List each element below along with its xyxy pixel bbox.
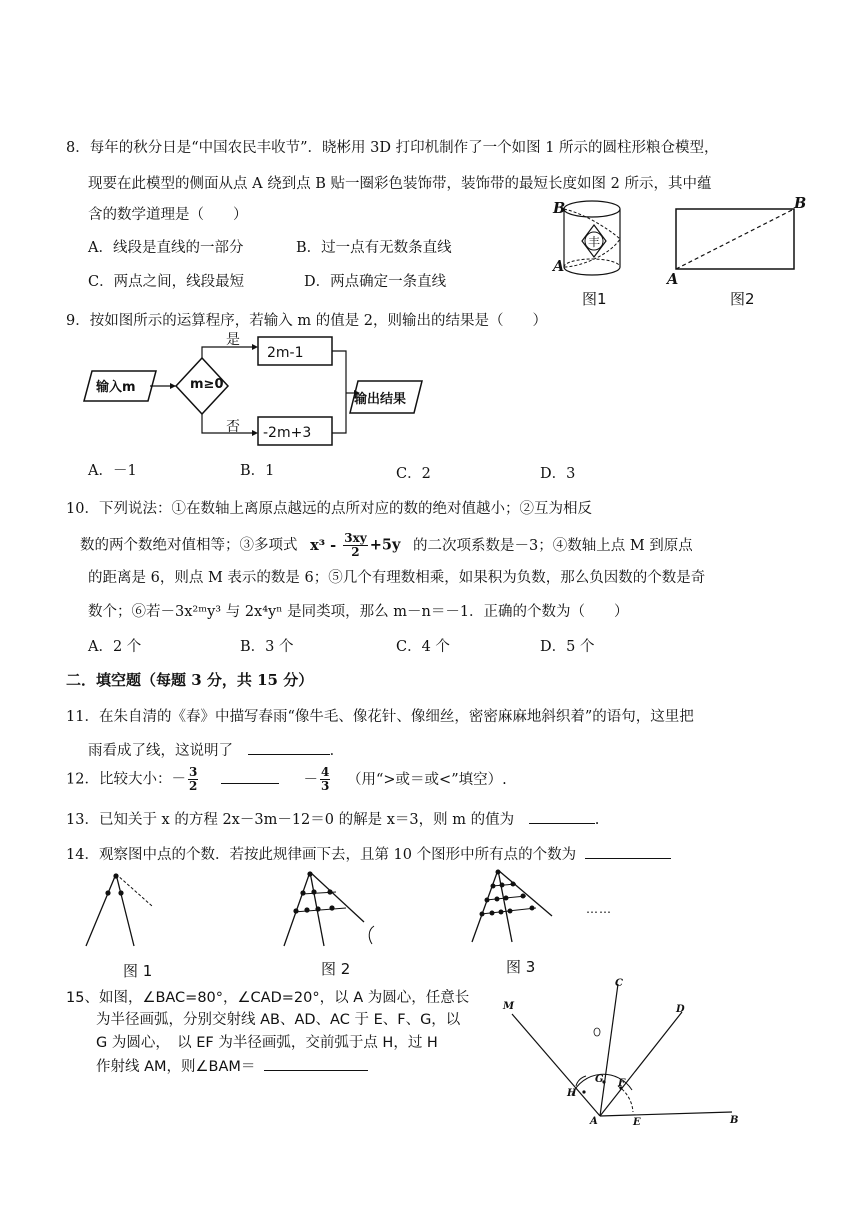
flow-no-label: 否 xyxy=(226,419,240,435)
q15-label-h: H xyxy=(567,1088,577,1099)
q14-answer-blank[interactable] xyxy=(585,857,671,859)
q15-answer-blank[interactable] xyxy=(264,1069,368,1071)
q15-label-f: F xyxy=(618,1078,626,1089)
q15-label-m: M xyxy=(503,1001,515,1012)
q10-line1: 10．下列说法：①在数轴上离原点越远的点所对应的数的绝对值越小；②互为相反 xyxy=(66,501,592,517)
q10-line2-post: 的二次项系数是－3；④数轴上点 M 到原点 xyxy=(413,537,693,554)
q15-label-b: B xyxy=(730,1115,739,1126)
q12-f2-num: 4 xyxy=(321,765,330,779)
q11-line1: 11．在朱自清的《春》中描写春雨“像牛毛、像花针、像细丝，密密麻麻地斜织着”的语句，这里把 xyxy=(66,709,694,725)
q10-poly-a: x³ - xyxy=(310,536,342,554)
q12-mid: － xyxy=(303,771,319,788)
q14-continuation-dots: …… xyxy=(586,902,612,916)
q9-option-c: C．2 xyxy=(396,466,431,482)
q15-label-g: G xyxy=(595,1074,604,1085)
fig1-label-b: B xyxy=(553,200,566,217)
q12-f2-den: 3 xyxy=(321,779,330,793)
q12-f1-num: 3 xyxy=(188,765,198,779)
q8-option-b: B．过一点有无数条直线 xyxy=(296,240,452,256)
q10-option-d: D．5 个 xyxy=(540,639,595,655)
q10-option-b: B．3 个 xyxy=(240,639,294,655)
q10-poly-frac-num: 3xy xyxy=(344,531,367,545)
q15-line4-text: 作射线 AM，则∠BAM＝ xyxy=(96,1059,256,1075)
flow-condition: m≥0 xyxy=(190,377,224,392)
q9-option-b: B．1 xyxy=(240,463,275,479)
q15-line1: 15、如图，∠BAC=80°，∠CAD=20°，以 A 为圆心，任意长 xyxy=(66,990,470,1006)
q12-post: （用“>或＝或<”填空）. xyxy=(347,771,507,788)
q8-option-c: C．两点之间，线段最短 xyxy=(88,274,245,290)
q11-line2 xyxy=(88,739,344,760)
q10-option-a: A．2 个 xyxy=(88,639,142,655)
q15-angle-figure xyxy=(500,980,750,1130)
q12-f1-den: 2 xyxy=(188,779,198,793)
q14-caption-1: 图 1 xyxy=(123,962,153,980)
q13-line xyxy=(66,808,599,829)
q14-caption-3: 图 3 xyxy=(506,958,536,976)
flow-output: 输出结果 xyxy=(354,392,407,407)
q13-answer-blank[interactable] xyxy=(529,822,595,824)
q10-poly-frac-den: 2 xyxy=(351,545,360,559)
q15-label-e: E xyxy=(633,1117,641,1128)
q10-poly-b: +5y xyxy=(369,536,401,554)
q8-line2: 现要在此模型的侧面从点 A 绕到点 B 贴一圈彩色装饰带，装饰带的最短长度如图 2 所示，其中蕴 xyxy=(88,176,712,192)
flow-expr-yes: 2m-1 xyxy=(267,345,304,361)
q10-poly-fraction xyxy=(343,532,367,559)
section-2-title: 二．填空题（每题 3 分，共 15 分） xyxy=(66,671,314,689)
q15-label-d: D xyxy=(676,1004,685,1015)
q11-end: ． xyxy=(329,743,345,759)
q10-option-c: C．4 个 xyxy=(396,639,450,655)
q12-answer-blank[interactable] xyxy=(221,782,279,784)
q8-line3: 含的数学道理是（ ） xyxy=(88,207,248,223)
q14-figure-2 xyxy=(280,866,390,952)
fig1-label-a: A xyxy=(553,258,565,275)
q8-option-d: D．两点确定一条直线 xyxy=(304,274,447,290)
q15-line4 xyxy=(96,1055,368,1076)
q10-line4: 数个；⑥若－3x²ᵐy³ 与 2x⁴yⁿ 是同类项，那么 m－n＝－1．正确的个数为（ ） xyxy=(88,604,629,620)
q15-label-c: C xyxy=(615,978,623,989)
q15-line3: G 为圆心， 以 EF 为半径画弧，交前弧于点 H，过 H xyxy=(96,1035,438,1051)
q8-line1: 8．每年的秋分日是“中国农民丰收节”．晓彬用 3D 打印机制作了一个如图 1 所示的圆柱形粮仓模型， xyxy=(66,140,719,156)
q12-fraction-1 xyxy=(188,766,198,793)
q12-line xyxy=(66,766,507,793)
q11-answer-blank[interactable] xyxy=(248,753,330,755)
q14-figure-1 xyxy=(80,868,170,952)
q9-option-a: A．－1 xyxy=(88,463,137,479)
q12-fraction-2 xyxy=(320,766,330,793)
fig2-caption: 图2 xyxy=(730,290,755,308)
fig2-label-a: A xyxy=(667,271,679,288)
q14-line xyxy=(66,843,671,864)
q9-stem: 9．按如图所示的运算程序，若输入 m 的值是 2，则输出的结果是（ ） xyxy=(66,313,548,329)
q15-label-a: A xyxy=(590,1116,598,1127)
q11-line2-text: 雨看成了线，这说明了 xyxy=(88,743,233,759)
fig2-label-b: B xyxy=(794,195,807,212)
fig1-center-char: 丰 xyxy=(588,235,601,249)
q14-figure-3 xyxy=(468,866,560,950)
q15-line2: 为半径画弧，分别交射线 AB、AD、AC 于 E、F、G，以 xyxy=(96,1012,461,1028)
flow-input: 输入m xyxy=(96,380,136,395)
q10-line2 xyxy=(80,532,693,559)
q8-option-a: A．线段是直线的一部分 xyxy=(88,240,244,256)
q9-option-d: D．3 xyxy=(540,466,576,482)
q13-text: 13．已知关于 x 的方程 2x－3m－12＝0 的解是 x＝3，则 m 的值为 xyxy=(66,812,515,828)
flow-expr-no: -2m+3 xyxy=(263,425,312,441)
q14-caption-2: 图 2 xyxy=(321,960,351,978)
q10-line3: 的距离是 6，则点 M 表示的数是 6；⑤几个有理数相乘，如果积为负数，那么负因数的个数是奇 xyxy=(88,570,706,586)
q12-pre: 12．比较大小：－ xyxy=(66,771,186,788)
q13-end: . xyxy=(594,812,600,828)
fig1-caption: 图1 xyxy=(582,290,607,308)
q8-figure-2-rectangle xyxy=(674,207,798,273)
q14-text: 14．观察图中点的个数．若按此规律画下去，且第 10 个图形中所有点的个数为 xyxy=(66,847,577,863)
q10-line2-pre: 数的两个数绝对值相等；③多项式 xyxy=(80,537,298,554)
flow-yes-label: 是 xyxy=(226,332,240,348)
